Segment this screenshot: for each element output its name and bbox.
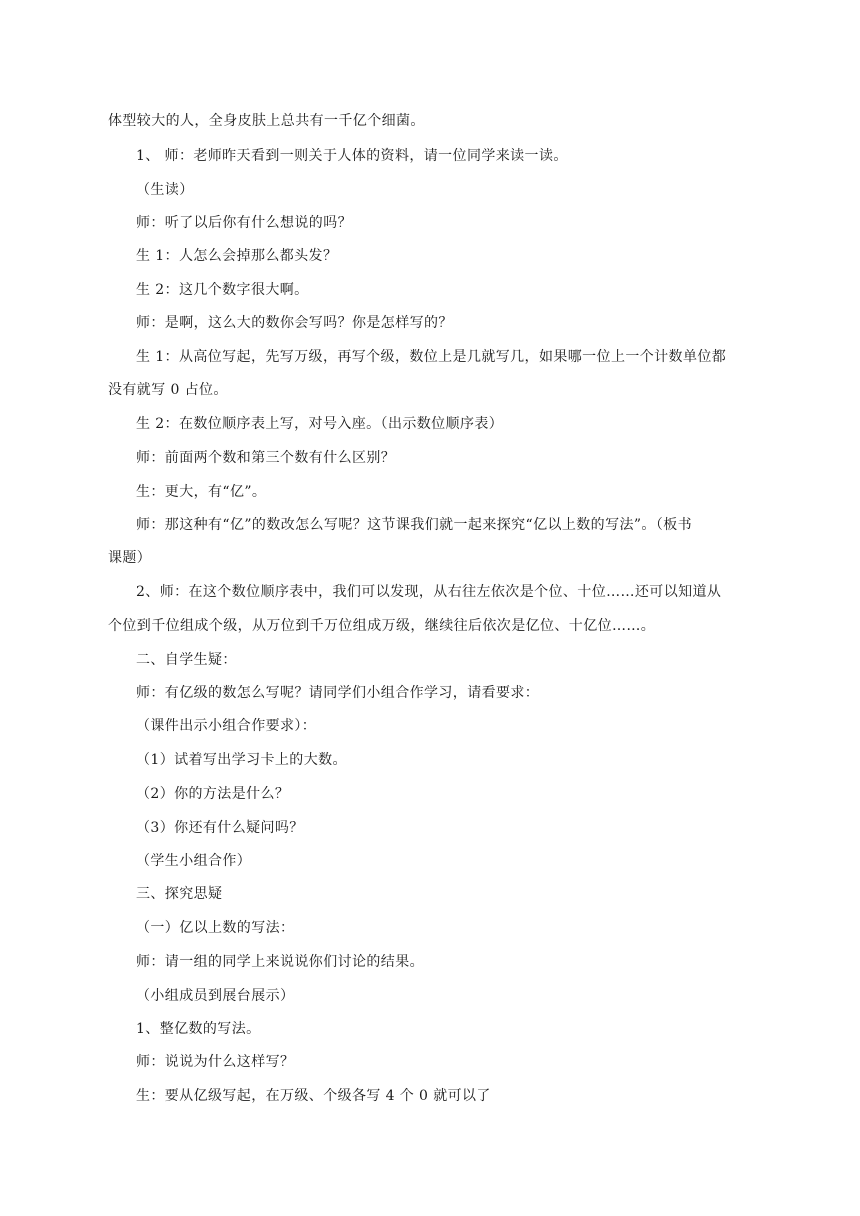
paragraph-line: 师：是啊，这么大的数你会写吗？你是怎样写的？ (136, 315, 453, 331)
paragraph-line: 师：那这种有“亿”的数改怎么写呢？这节课我们就一起来探究“亿以上数的写法”。（板书 (136, 517, 693, 533)
paragraph-line: 1、 师：老师昨天看到一则关于人体的资料，请一位同学来读一读。 (136, 148, 568, 164)
list-item: （3）你还有什么疑问吗？ (136, 820, 304, 836)
paragraph-line: 生 2：在数位顺序表上写，对号入座。（出示数位顺序表） (136, 416, 504, 432)
paragraph-line: 师：前面两个数和第三个数有什么区别？ (136, 450, 396, 466)
list-item: （2）你的方法是什么？ (136, 786, 290, 802)
paragraph-line: （小组成员到展台展示） (136, 988, 295, 1004)
paragraph-line: 个位到千位组成个级，从万位到千万位组成万级，继续往后依次是亿位、十亿位……。 (108, 618, 656, 634)
paragraph-line: 2、师：在这个数位顺序表中，我们可以发现，从右往左依次是个位、十位……还可以知道从 (136, 584, 722, 600)
paragraph-line: （课件出示小组合作要求）： (136, 718, 317, 734)
paragraph-line: 师：说说为什么这样写？ (136, 1054, 295, 1070)
paragraph-line: （学生小组合作） (136, 853, 252, 869)
paragraph-line: 生 1：人怎么会掉那么都头发？ (136, 248, 338, 264)
paragraph-line: （生读） (136, 182, 194, 198)
paragraph-line: 师：请一组的同学上来说说你们讨论的结果。 (136, 954, 424, 970)
section-heading: 三、探究思疑 (136, 886, 223, 902)
paragraph-line: 生：要从亿级写起，在万级、个级各写 4 个 0 就可以了 (136, 1088, 491, 1104)
paragraph-line: 生 2：这几个数字很大啊。 (136, 282, 309, 298)
paragraph-line: 课题） (108, 550, 152, 566)
paragraph-line: 师：听了以后你有什么想说的吗？ (136, 215, 352, 231)
section-heading: 二、自学生疑： (136, 652, 237, 668)
paragraph-line: 没有就写 0 占位。 (108, 382, 228, 398)
list-item: （1）试着写出学习卡上的大数。 (136, 752, 347, 768)
paragraph-line: 师：有亿级的数怎么写呢？请同学们小组合作学习，请看要求： (136, 685, 540, 701)
subsection-heading: （一）亿以上数的写法： (136, 920, 295, 936)
paragraph-line: 1、整亿数的写法。 (136, 1021, 261, 1037)
paragraph-line: 体型较大的人，全身皮肤上总共有一千亿个细菌。 (108, 113, 425, 129)
paragraph-line: 生 1：从高位写起，先写万级，再写个级，数位上是几就写几，如果哪一位上一个计数单位都 (136, 349, 727, 365)
paragraph-line: 生：更大，有“亿”。 (136, 484, 267, 500)
